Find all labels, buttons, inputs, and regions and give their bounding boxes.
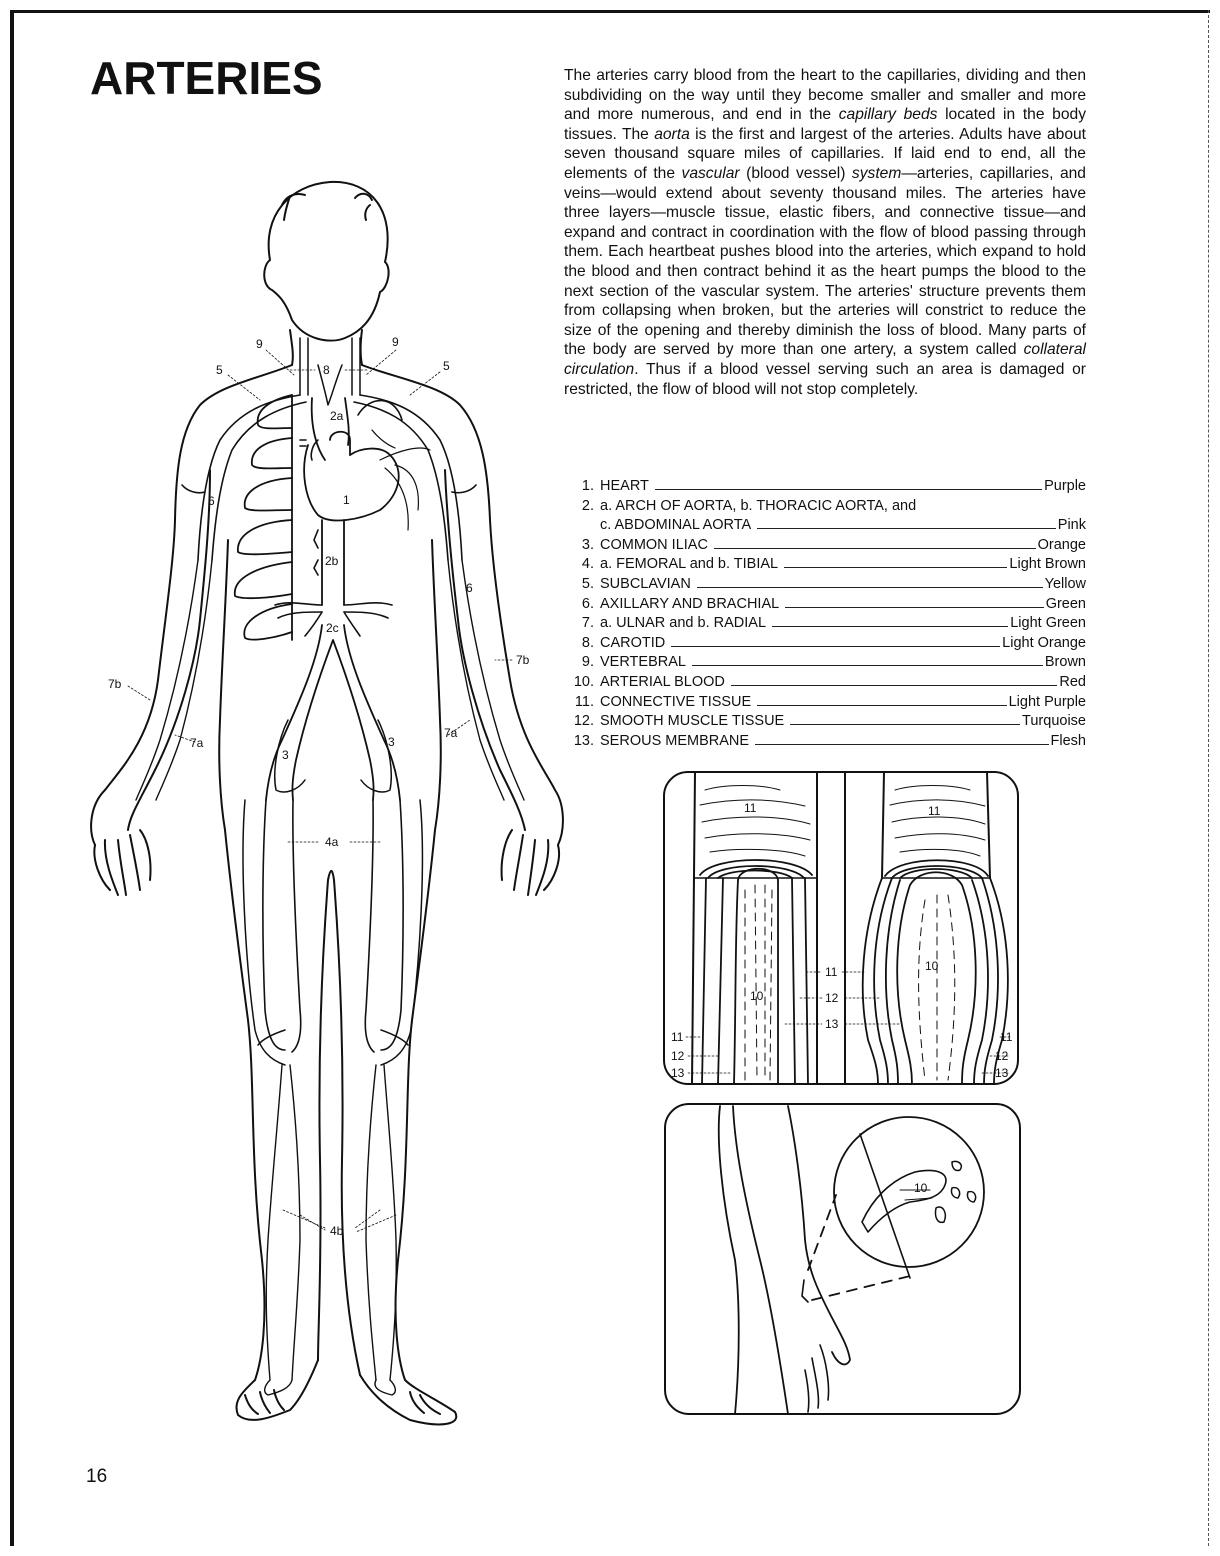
legend-label: CAROTID bbox=[600, 634, 666, 651]
legend-color: Turquoise bbox=[1022, 713, 1086, 730]
legend-label: SEROUS MEMBRANE bbox=[600, 732, 750, 749]
intro-text: is the first and largest of the arteries. Adults have about seven thousand square miles of capillaries. If laid end to end, all the elements of the bbox=[564, 125, 1086, 182]
intro-emphasis: collateral circulation bbox=[564, 341, 1086, 378]
intro-text: (blood vessel) bbox=[739, 164, 852, 182]
legend-label: VERTEBRAL bbox=[600, 654, 686, 671]
label-12-lower-right: 12 bbox=[995, 1049, 1009, 1063]
label-13-lower-left: 13 bbox=[671, 1066, 685, 1080]
label-6-left: 6 bbox=[208, 494, 215, 508]
legend-color: Flesh bbox=[1050, 732, 1086, 749]
label-11-top-right: 11 bbox=[928, 804, 941, 818]
legend-number: 4. bbox=[581, 556, 594, 573]
label-11-top-left: 11 bbox=[744, 801, 757, 815]
legend-number: 6. bbox=[581, 595, 594, 612]
legend-number: 9. bbox=[581, 654, 594, 671]
body-figure bbox=[91, 182, 563, 1425]
legend-color: Red bbox=[1059, 673, 1086, 690]
label-7b-right: 7b bbox=[516, 653, 530, 667]
intro-text: —arteries, capillaries, and veins—would extend about seventy thousand miles. The arteries have three layers—muscle tissue, elastic fibers, and connective tissue—and expand and contract in coordination with the flow of blood passing through them. Each heartbeat pushes blood into the arteries, which expand to hold the blood and then contract behind it as the heart pumps the blood to the next section of the vascular system. The arteries' structure prevents them from collapsing when broken, but the arteries will constrict to reduce the size of the opening and thereby diminish the loss of blood. Many parts of the body are served by more than one artery, a system called bbox=[564, 164, 1086, 359]
page-title: ARTERIES bbox=[90, 52, 323, 104]
legend-label: a. ARCH OF AORTA, b. THORACIC AORTA, and bbox=[600, 497, 917, 514]
label-1: 1 bbox=[343, 493, 350, 507]
legend-color: Orange bbox=[1037, 536, 1086, 553]
legend-label: CONNECTIVE TISSUE bbox=[600, 693, 752, 710]
label-8: 8 bbox=[323, 363, 330, 377]
legend-number: 1. bbox=[581, 478, 594, 494]
legend-number: 7. bbox=[581, 615, 594, 632]
intro-text: The arteries carry blood from the heart to the capillaries, dividing and then subdividing on the way until they become smaller and smaller and more and more numerous, and end in the bbox=[564, 67, 1086, 124]
legend-number: 5. bbox=[581, 575, 594, 592]
legend-label: c. ABDOMINAL AORTA bbox=[600, 517, 752, 534]
label-13-lower-right: 13 bbox=[995, 1066, 1009, 1080]
intro-text: located in the body tissues. The bbox=[564, 106, 1086, 143]
label-10-right: 10 bbox=[925, 959, 939, 973]
page-number: 16 bbox=[86, 1466, 108, 1487]
legend-label: SUBCLAVIAN bbox=[600, 575, 691, 592]
label-2b: 2b bbox=[325, 554, 339, 568]
legend-number: 2. bbox=[581, 497, 594, 514]
legend-color: Light Brown bbox=[1009, 556, 1086, 573]
label-13-center: 13 bbox=[825, 1017, 839, 1031]
intro-emphasis: system bbox=[851, 164, 902, 182]
label-2a: 2a bbox=[330, 409, 344, 423]
artery-cross-section-figure bbox=[664, 772, 1018, 1084]
label-7b-left: 7b bbox=[108, 677, 122, 691]
legend-label: HEART bbox=[600, 478, 649, 494]
label-10-wound: 10 bbox=[914, 1181, 928, 1195]
intro-emphasis: aorta bbox=[654, 125, 690, 143]
label-7a-left: 7a bbox=[190, 736, 204, 750]
label-11-lower-left: 11 bbox=[671, 1030, 684, 1044]
intro-emphasis: capillary beds bbox=[838, 106, 938, 124]
legend-label: COMMON ILIAC bbox=[600, 536, 708, 553]
label-3-left: 3 bbox=[282, 748, 289, 762]
legend-color: Light Green bbox=[1010, 615, 1086, 632]
label-10-left: 10 bbox=[750, 989, 764, 1003]
label-9-left: 9 bbox=[256, 337, 263, 351]
legend-number: 11. bbox=[574, 693, 594, 710]
label-12-center: 12 bbox=[825, 991, 839, 1005]
legend-color: Green bbox=[1045, 595, 1086, 612]
label-5-right: 5 bbox=[443, 359, 450, 373]
legend-color: Light Purple bbox=[1008, 693, 1086, 710]
legend-color: Brown bbox=[1044, 654, 1086, 671]
label-3-right: 3 bbox=[388, 735, 395, 749]
label-11-lower-right: 11 bbox=[1000, 1030, 1013, 1044]
legend-number: 10. bbox=[573, 673, 594, 690]
label-7a-right: 7a bbox=[444, 726, 458, 740]
label-9-right: 9 bbox=[392, 335, 399, 349]
legend-color: Pink bbox=[1057, 517, 1086, 534]
legend-label: SMOOTH MUSCLE TISSUE bbox=[600, 713, 785, 730]
label-2c: 2c bbox=[326, 621, 339, 635]
legend-number: 3. bbox=[581, 536, 594, 553]
label-5-left: 5 bbox=[216, 363, 223, 377]
legend-label: ARTERIAL BLOOD bbox=[600, 673, 725, 690]
legend-label: a. FEMORAL and b. TIBIAL bbox=[600, 556, 779, 573]
label-6-right: 6 bbox=[466, 581, 473, 595]
label-4b: 4b bbox=[330, 1224, 344, 1238]
legend-color: Purple bbox=[1044, 478, 1086, 494]
legend-number: 8. bbox=[581, 634, 594, 651]
legend-label: a. ULNAR and b. RADIAL bbox=[600, 615, 767, 632]
label-11-center: 11 bbox=[825, 965, 838, 979]
intro-text: . Thus if a blood vessel serving such an area is damaged or restricted, the flow of blood will not stop completely. bbox=[564, 360, 1086, 398]
legend-label: AXILLARY AND BRACHIAL bbox=[600, 595, 780, 612]
legend-number: 12. bbox=[573, 713, 594, 730]
legend-number: 13. bbox=[573, 732, 594, 749]
legend-color: Light Orange bbox=[1002, 634, 1086, 651]
label-12-lower-left: 12 bbox=[671, 1049, 685, 1063]
wound-detail-figure bbox=[665, 1104, 1020, 1414]
label-4a: 4a bbox=[325, 835, 339, 849]
legend-color: Yellow bbox=[1044, 575, 1086, 592]
intro-emphasis: vascular bbox=[681, 164, 740, 182]
